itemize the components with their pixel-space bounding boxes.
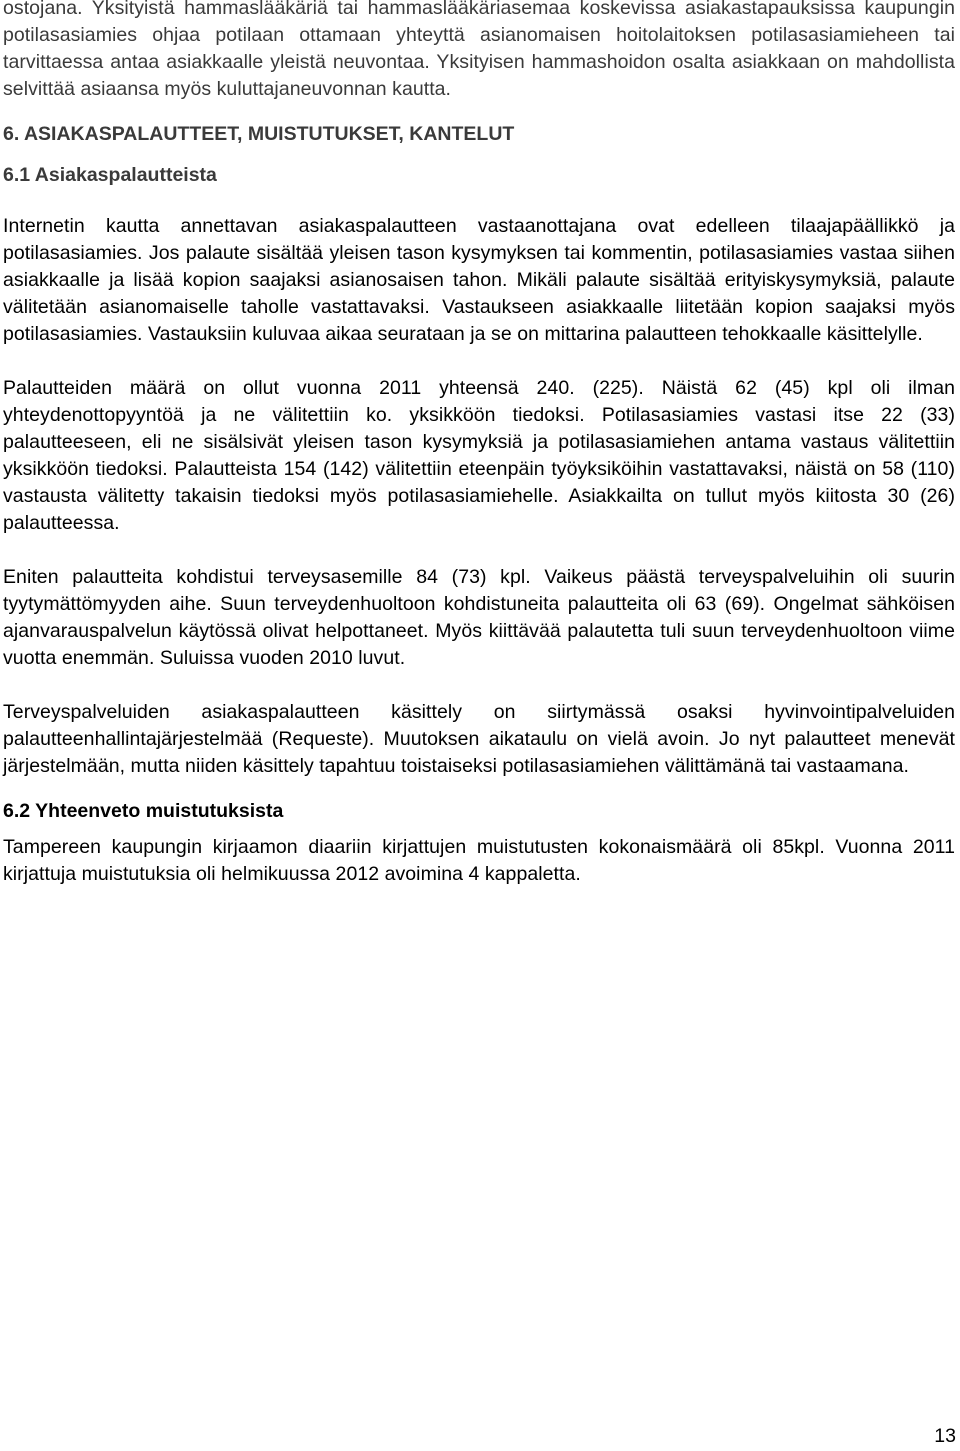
subsection-2-heading: 6.2 Yhteenveto muistutuksista: [3, 800, 284, 822]
paragraph-feedback-targets: Eniten palautteita kohdistui terveysasemille 84 (73) kpl. Vaikeus päästä terveyspalveluihin oli suurin tyytymättömyyden aihe. Suun terveydenhuoltoon kohdistuneita palautteita oli 63 (69). Ongelmat sähköisen ajanvarauspalvelun käytössä olivat helpottaneet. Myös kiittävää palautetta tuli suun terveydenhuoltoon viime vuotta enemmän. Suluissa vuoden 2010 luvut.: [3, 566, 955, 669]
paragraph-feedback-system: Terveyspalveluiden asiakaspalautteen käsittely on siirtymässä osaksi hyvinvointipalveluiden palautteenhallintajärjestelmää (Requeste). Muutoksen aikataulu on vielä avoin. Jo nyt palautteet menevät järjestelmään, mutta niiden käsittely tapahtuu toistaiseksi potilasasiamiehen välittämänä tai vastaamana.: [3, 701, 955, 777]
section-heading: 6. ASIAKASPALAUTTEET, MUISTUTUKSET, KANTELUT: [3, 123, 515, 145]
page-number: 13: [934, 1425, 956, 1447]
intro-paragraph-part-b: Yksityisen hammashoidon osalta asiakkaan on mahdollista selvittää asiaansa myös kuluttajaneuvonnan kautta.: [3, 51, 955, 100]
paragraph-feedback-counts: Palautteiden määrä on ollut vuonna 2011 yhteensä 240. (225). Näistä 62 (45) kpl oli ilman yhteydenottopyyntöä ja ne välitettiin ko. yksikköön tiedoksi. Potilasasiamies vastasi itse 22 (33) palautteeseen, eli ne sisälsivät yleisen tason kysymyksiä ja potilasasiamiehen antama vastaus välitettiin yksikköön tiedoksi. Palautteista 154 (142) välitettiin eteenpäin työyksiköihin vastattavaksi, näistä on 58 (110) vastausta välitetty takaisin tiedoksi myös potilasasiamiehelle. Asiakkailta on tullut myös kiitosta 30 (26) palautteessa.: [3, 377, 955, 534]
paragraph-reminders-summary: Tampereen kaupungin kirjaamon diaariin kirjattujen muistutusten kokonaismäärä oli 85kpl. Vuonna 2011 kirjattuja muistutuksia oli helmikuussa 2012 avoimina 4 kappaletta.: [3, 836, 955, 885]
document-page: [3, 0, 955, 888]
intro-paragraph-part-a: ostojana. Yksityistä hammaslääkäriä tai hammaslääkäriasemaa koskevissa asiakastapauksissa kaupungin potilasasiamies ohjaa potilaan ottamaan yhteyttä asianomaisen hoitolaitoksen potilasasiamieheen tai tarvittaessa antaa asiakkaalle yleistä neuvontaa.: [3, 0, 955, 73]
paragraph-feedback-handling: Internetin kautta annettavan asiakaspalautteen vastaanottajana ovat edelleen tilaajapäällikkö ja potilasasiamies. Jos palaute sisältää yleisen tason kysymyksen tai kommentin, potilasasiamies vastaa siihen asiakkaalle ja lisää kopion saajaksi asianosaisen tahon. Mikäli palaute sisältää erityiskysymyksiä, palaute välitetään asianomaiselle taholle vastattavaksi. Vastaukseen asiakkaalle liitetään kopion saajaksi myös potilasasiamies. Vastauksiin kuluvaa aikaa seurataan ja se on mittarina palautteen tehokkaalle käsittelylle.: [3, 215, 955, 345]
subsection-1-heading: 6.1 Asiakaspalautteista: [3, 164, 217, 186]
intro-paragraph: [3, 0, 955, 103]
